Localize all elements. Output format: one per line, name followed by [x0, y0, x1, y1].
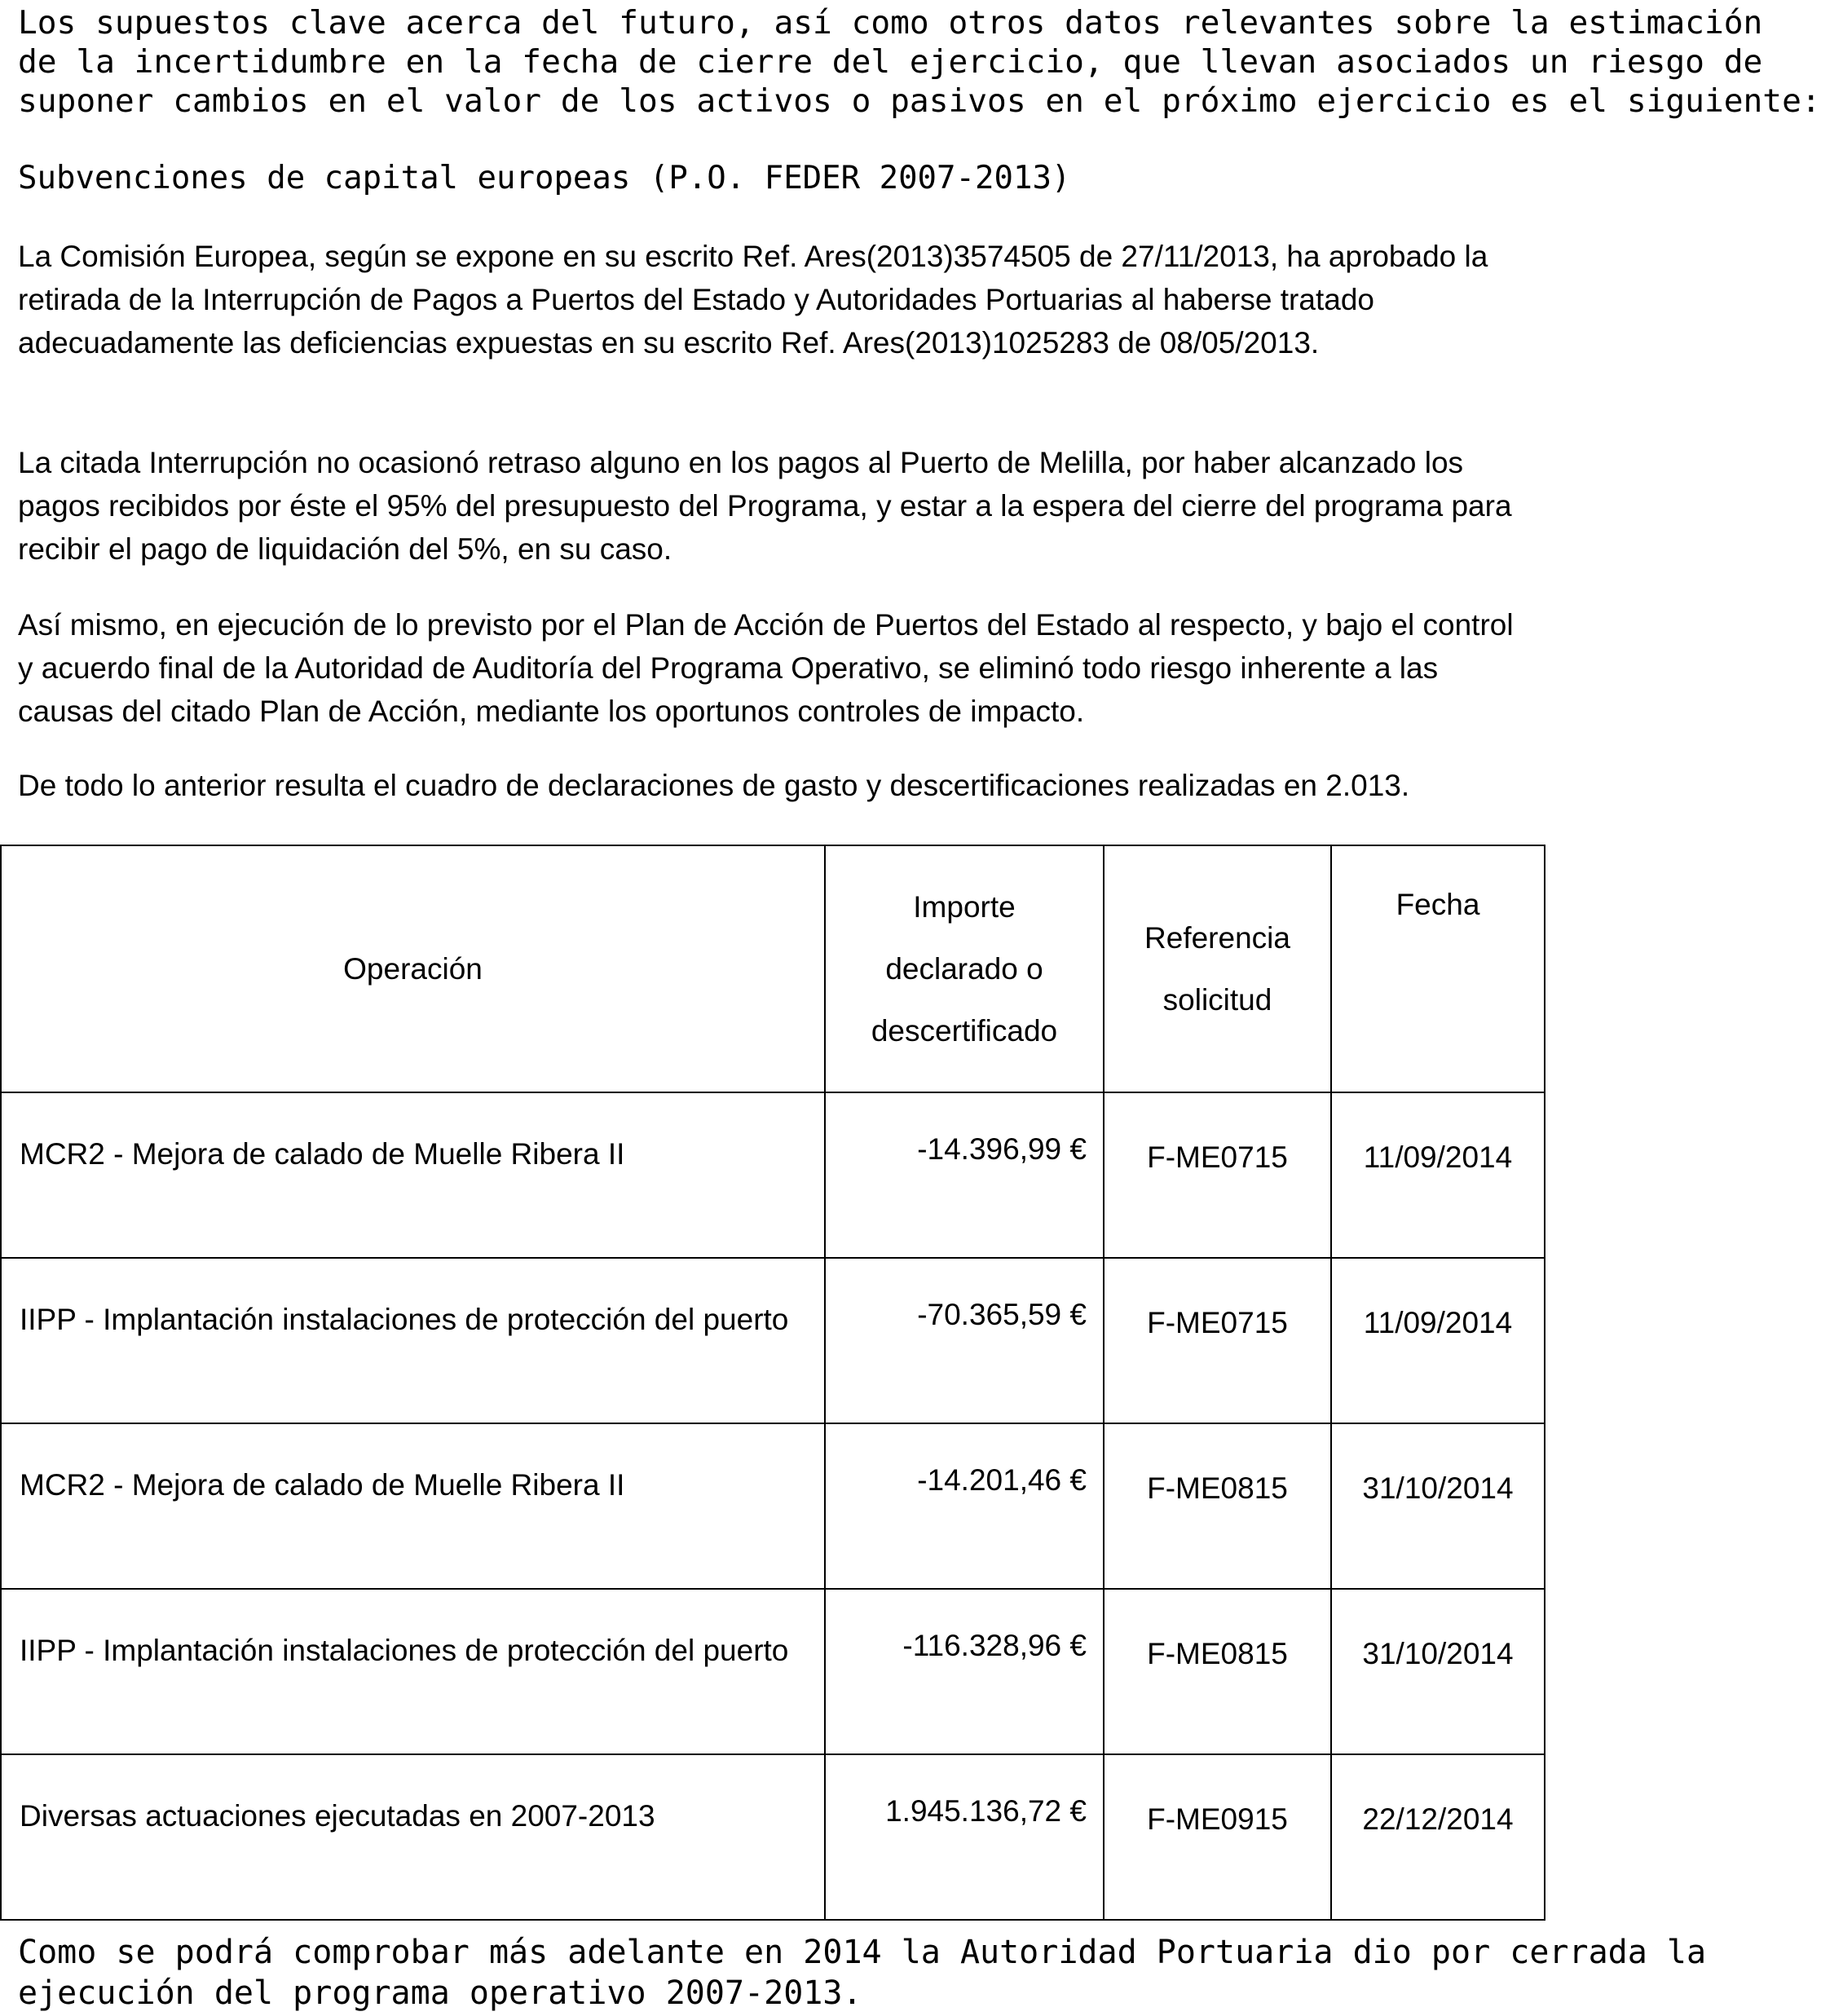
cell-operacion: Diversas actuaciones ejecutadas en 2007-2013: [1, 1754, 825, 1920]
cell-fecha: 22/12/2014: [1331, 1754, 1545, 1920]
cell-operacion: IIPP - Implantación instalaciones de protección del puerto: [1, 1589, 825, 1754]
header-importe-line-2: declarado o: [885, 951, 1043, 986]
intro-paragraph: [18, 3, 1821, 121]
header-importe-line-1: Importe: [913, 889, 1016, 924]
cell-fecha: 31/10/2014: [1331, 1589, 1545, 1754]
header-importe: [825, 845, 1104, 1092]
declarations-table: [0, 845, 1545, 1921]
header-referencia: [1104, 845, 1331, 1092]
header-importe-line-3: descertificado: [871, 1013, 1058, 1048]
closing-line-1: Como se podrá comprobar más adelante en 2014 la Autoridad Portuaria dio por cerrada la: [18, 1934, 1707, 1971]
cell-fecha: 11/09/2014: [1331, 1092, 1545, 1258]
intro-line-1: Los supuestos clave acerca del futuro, así como otros datos relevantes sobre la estimación: [18, 4, 1763, 42]
intro-line-3: suponer cambios en el valor de los activos o pasivos en el próximo ejercicio es el siguiente:: [18, 82, 1821, 120]
header-referencia-line-2: solicitud: [1162, 982, 1272, 1017]
cell-referencia: F-ME0815: [1104, 1423, 1331, 1589]
table-row: [1, 1258, 1545, 1423]
cell-fecha: 11/09/2014: [1331, 1258, 1545, 1423]
cell-importe: -14.201,46 €: [825, 1423, 1104, 1589]
table-row: [1, 1423, 1545, 1589]
cell-referencia: F-ME0815: [1104, 1589, 1331, 1754]
table-row: [1, 1754, 1545, 1920]
cell-referencia: F-ME0715: [1104, 1258, 1331, 1423]
table-row: [1, 1092, 1545, 1258]
table-header-row: [1, 845, 1545, 1092]
cell-fecha: 31/10/2014: [1331, 1423, 1545, 1589]
cell-importe: -70.365,59 €: [825, 1258, 1104, 1423]
cell-referencia: F-ME0715: [1104, 1092, 1331, 1258]
paragraph-comision-europea: La Comisión Europea, según se expone en su escrito Ref. Ares(2013)3574505 de 27/11/2013, ha aprobado la retirada de la Interrupción de Pagos a Puertos del Estado y Autoridades Portuarias al haberse tratado adecuadamente las deficiencias expuestas en su escrito Ref. Ares(2013)1025283 de 08/05/2013.: [18, 240, 1488, 360]
intro-line-2: de la incertidumbre en la fecha de cierre del ejercicio, que llevan asociados un riesgo de: [18, 43, 1763, 81]
cell-importe: -14.396,99 €: [825, 1092, 1104, 1258]
paragraph-plan-accion: Así mismo, en ejecución de lo previsto por el Plan de Acción de Puertos del Estado al respecto, y bajo el control y acuerdo final de la Autoridad de Auditoría del Programa Operativo, se eliminó todo riesgo inherente a las causas del citado Plan de Acción, mediante los oportunos controles de impacto.: [18, 608, 1514, 728]
paragraph-cuadro-intro: De todo lo anterior resulta el cuadro de declaraciones de gasto y descertificaciones realizadas en 2.013.: [18, 769, 1410, 802]
cell-operacion: MCR2 - Mejora de calado de Muelle Ribera II: [1, 1092, 825, 1258]
header-referencia-line-1: Referencia: [1144, 920, 1290, 955]
table-row: [1, 1589, 1545, 1754]
closing-paragraph: [18, 1932, 1707, 2014]
header-operacion: Operación: [1, 845, 825, 1092]
section-heading: Subvenciones de capital europeas (P.O. FEDER 2007-2013): [18, 160, 1071, 196]
cell-operacion: IIPP - Implantación instalaciones de protección del puerto: [1, 1258, 825, 1423]
paragraph-interrupcion: La citada Interrupción no ocasionó retraso alguno en los pagos al Puerto de Melilla, por haber alcanzado los pagos recibidos por éste el 95% del presupuesto del Programa, y estar a la espera del cierre del programa para recibir el pago de liquidación del 5%, en su caso.: [18, 446, 1512, 566]
header-fecha: Fecha: [1331, 845, 1545, 1092]
cell-importe: -116.328,96 €: [825, 1589, 1104, 1754]
cell-referencia: F-ME0915: [1104, 1754, 1331, 1920]
cell-importe: 1.945.136,72 €: [825, 1754, 1104, 1920]
cell-operacion: MCR2 - Mejora de calado de Muelle Ribera II: [1, 1423, 825, 1589]
closing-line-2: ejecución del programa operativo 2007-2013.: [18, 1974, 862, 2012]
